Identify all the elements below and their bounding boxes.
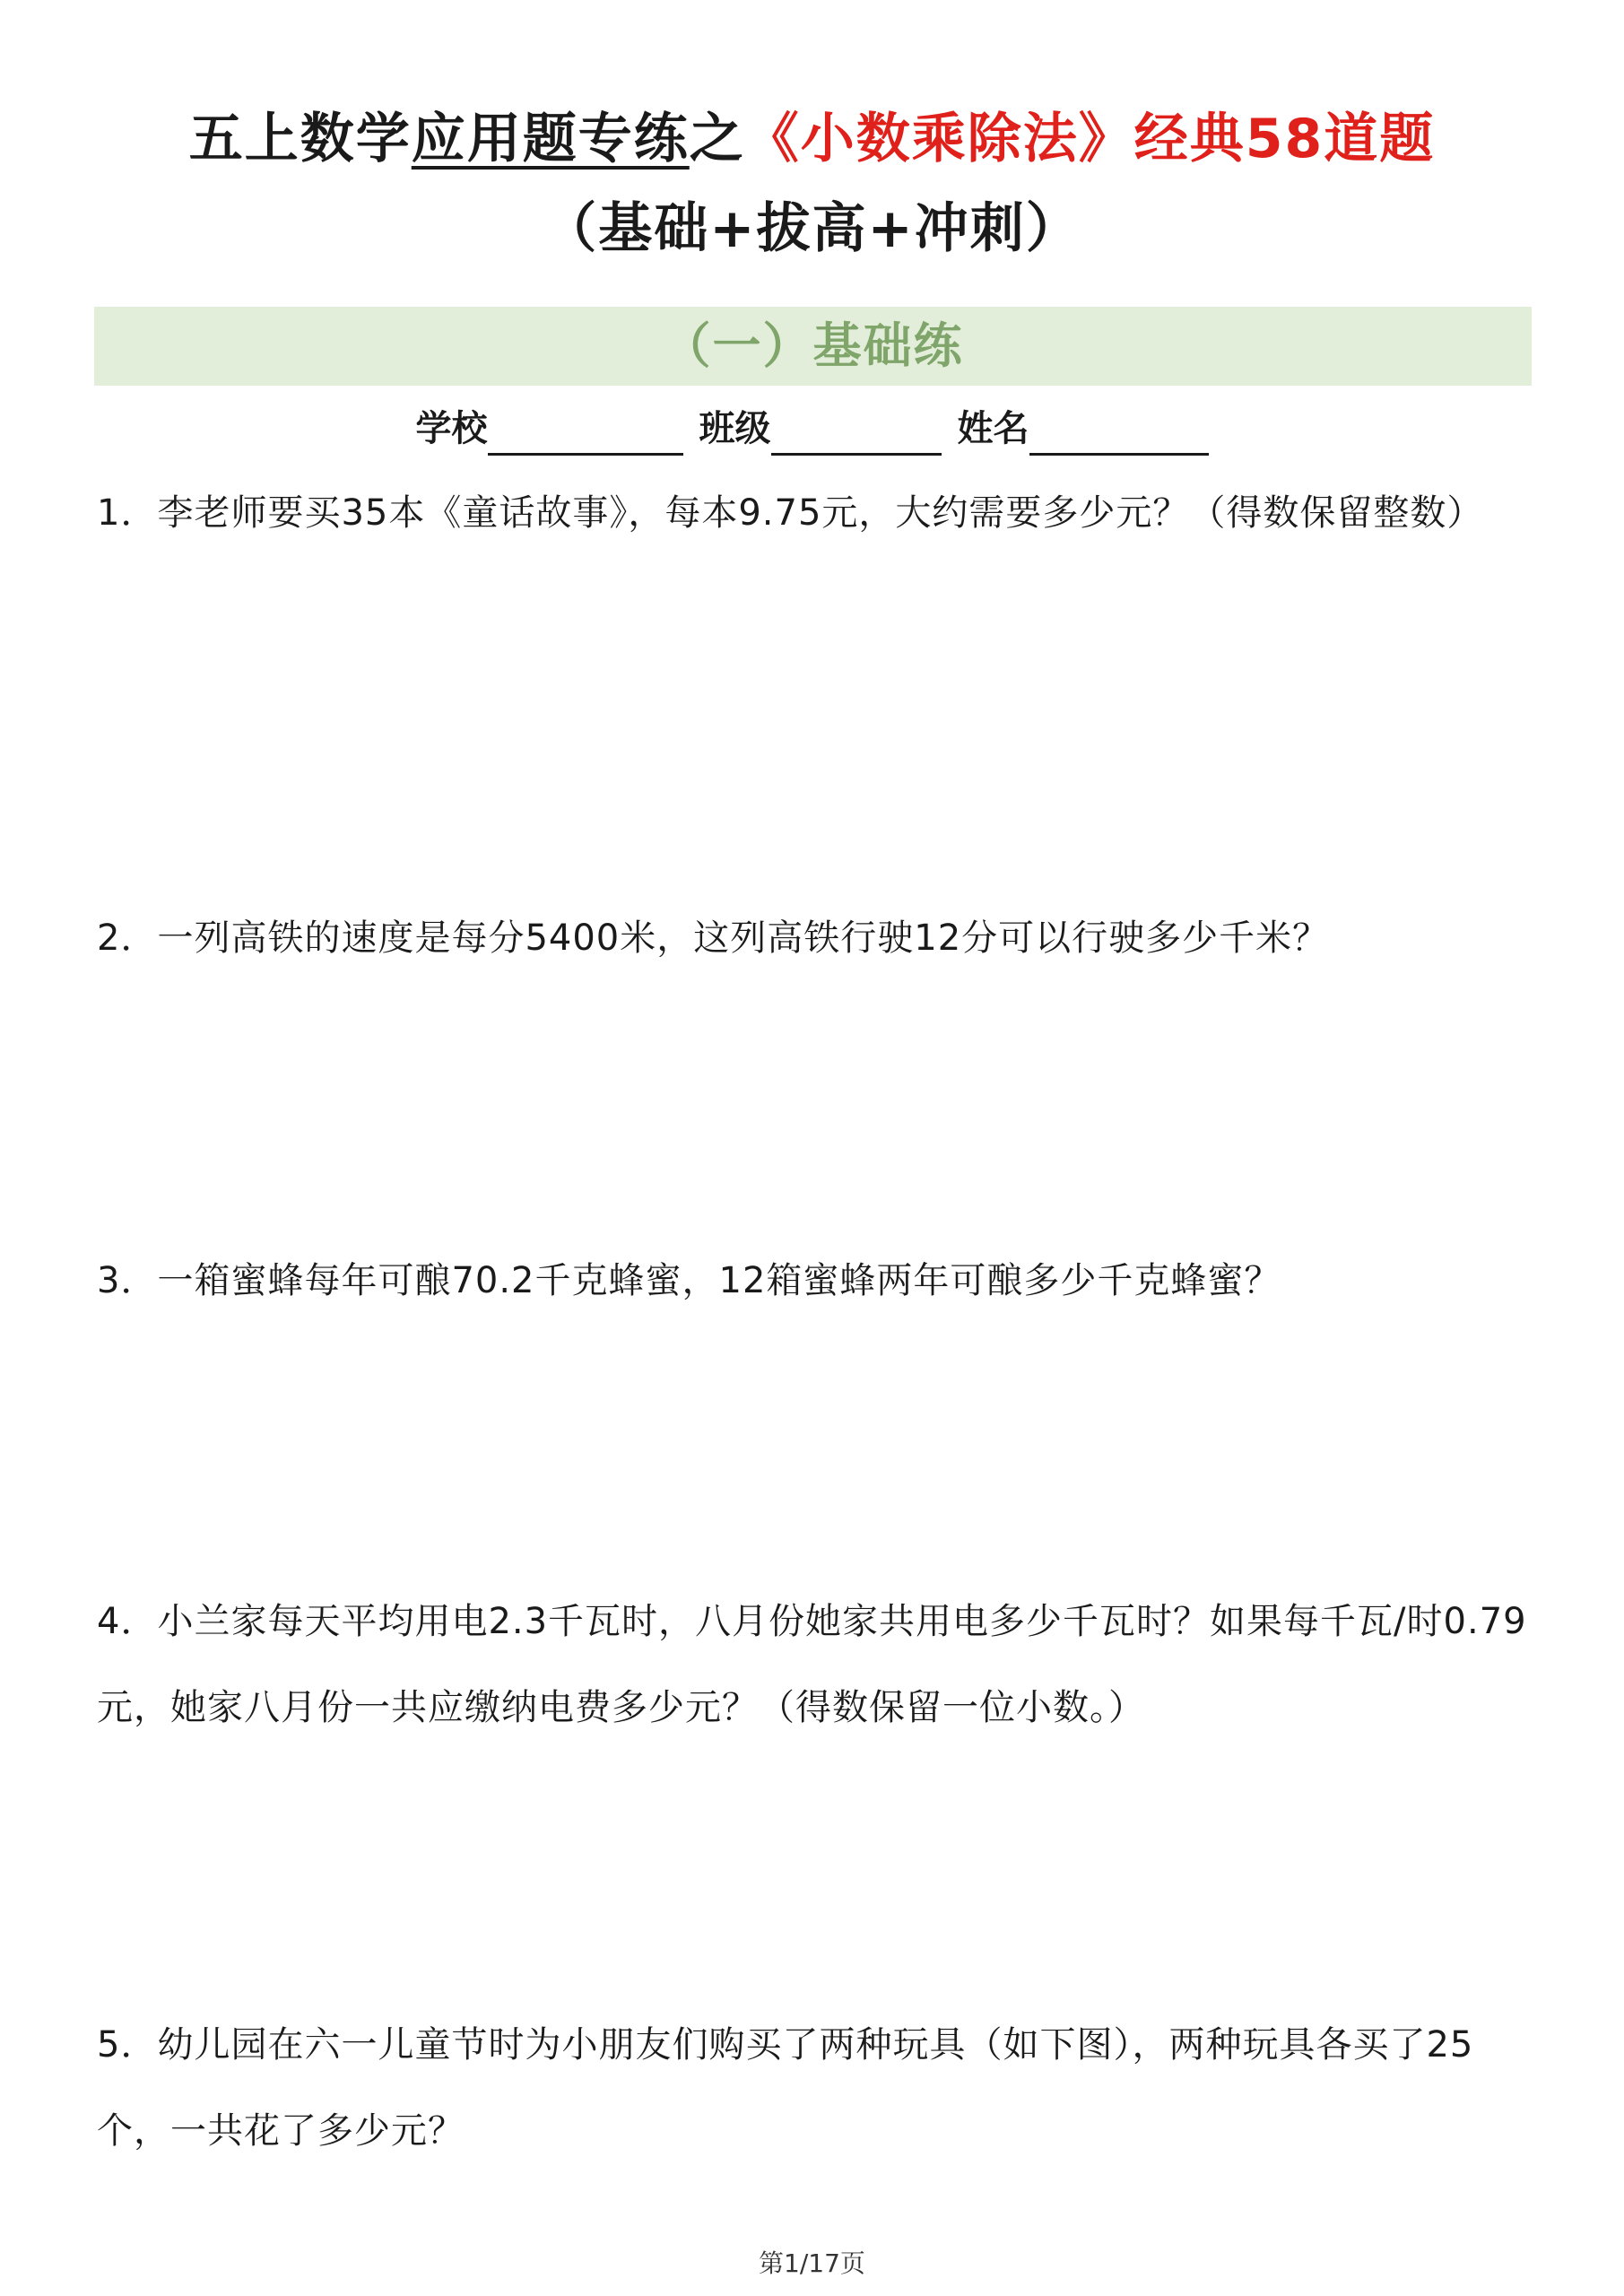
class-blank[interactable]: [771, 413, 942, 456]
class-label: 班级: [699, 408, 771, 449]
question-4: 4．小兰家每天平均用电2.3千瓦时，八月份她家共用电多少千瓦时？如果每千瓦/时0.79元，她家八月份一共应缴纳电费多少元？（得数保留一位小数。）: [97, 1601, 1527, 1728]
title-connector: 之: [689, 108, 745, 170]
title-prefix: 五上数学: [188, 108, 412, 170]
school-label: 学校: [415, 408, 488, 449]
school-blank[interactable]: [488, 413, 683, 456]
title-red-topic: 《小数乘除法》经典58道题: [744, 108, 1436, 170]
question-2: 2．一列高铁的速度是每分5400米，这列高铁行驶12分可以行驶多少千米？: [97, 918, 1330, 959]
question-1: 1．李老师要买35本《童话故事》，每本9.75元，大约需要多少元？（得数保留整数）: [97, 492, 1484, 534]
name-label: 姓名: [957, 408, 1029, 449]
page-number: 第1/17页: [759, 2248, 865, 2278]
question-5: 5．幼儿园在六一儿童节时为小朋友们购买了两种玩具（如下图），两种玩具各买了25个，一共花了多少元？: [97, 2024, 1474, 2152]
student-info-row: [0, 402, 1624, 456]
section-heading: （一）基础练: [94, 307, 1532, 386]
question-3: 3．一箱蜜蜂每年可酿70.2千克蜂蜜，12箱蜜蜂两年可酿多少千克蜂蜜？: [97, 1260, 1281, 1301]
name-blank[interactable]: [1029, 413, 1209, 456]
page-title-line-1: [0, 103, 1624, 175]
title-underlined: 应用题专练: [411, 108, 690, 170]
page-subtitle: （基础+拔高+冲刺）: [543, 197, 1081, 260]
